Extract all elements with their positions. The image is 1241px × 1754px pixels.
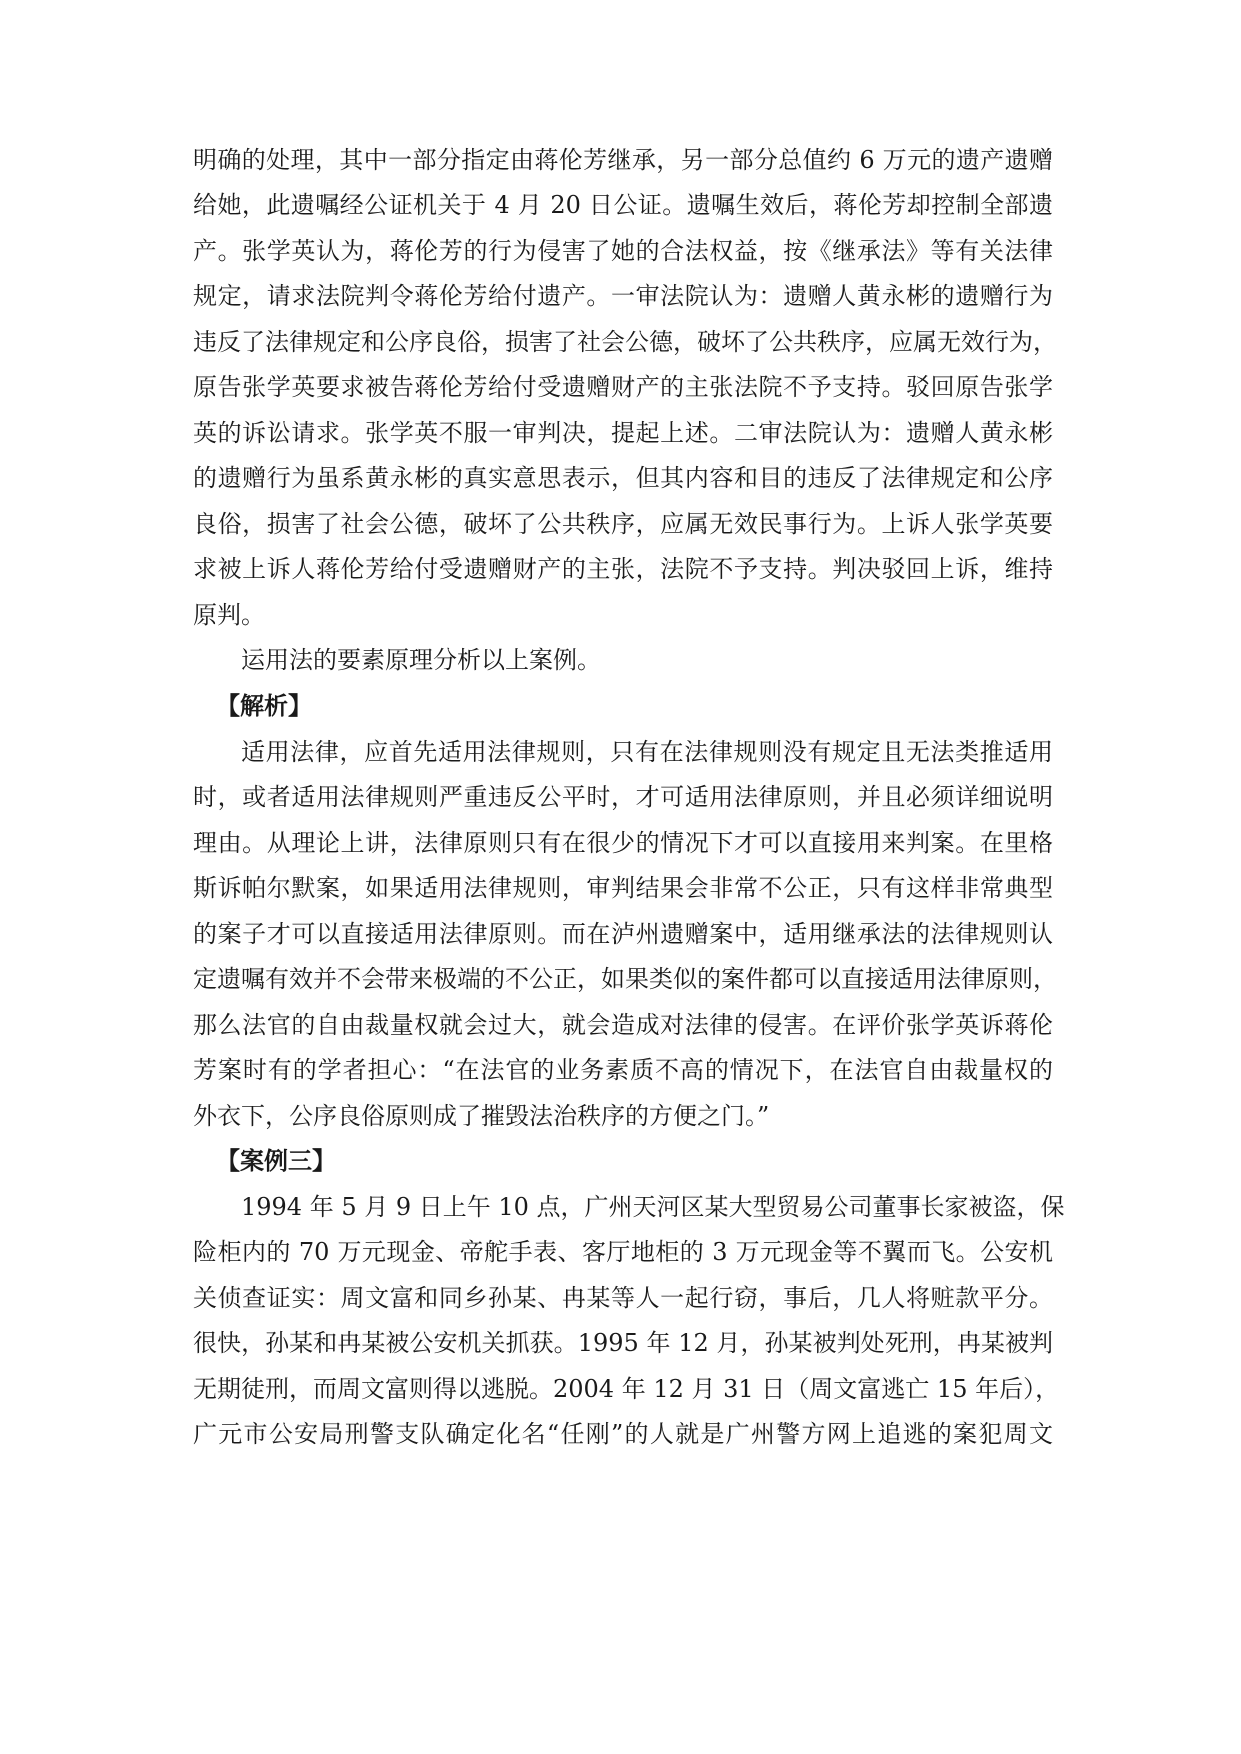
paragraph-line: 原判。: [193, 601, 265, 629]
paragraph-line: 英的诉讼请求。张学英不服一审判决，提起上述。二审法院认为：遗赠人黄永彬: [193, 419, 1053, 447]
paragraph-line: 关侦查证实：周文富和同乡孙某、冉某等人一起行窃，事后，几人将赃款平分。: [193, 1284, 1053, 1312]
paragraph-line: 斯诉帕尔默案，如果适用法律规则，审判结果会非常不公正，只有这样非常典型: [193, 874, 1053, 902]
paragraph-line: 1994 年 5 月 9 日上午 10 点，广州天河区某大型贸易公司董事长家被盗，保: [241, 1193, 1065, 1221]
paragraph-line: 规定，请求法院判令蒋伦芳给付遗产。一审法院认为：遗赠人黄永彬的遗赠行为: [193, 282, 1053, 310]
paragraph-line: 求被上诉人蒋伦芳给付受遗赠财产的主张，法院不予支持。判决驳回上诉，维持: [193, 555, 1053, 583]
paragraph-line: 明确的处理，其中一部分指定由蒋伦芳继承，另一部分总值约 6 万元的遗产遗赠: [193, 146, 1053, 174]
question-prompt: 运用法的要素原理分析以上案例。: [241, 646, 601, 674]
paragraph-line: 时，或者适用法律规则严重违反公平时，才可适用法律原则，并且必须详细说明: [193, 783, 1053, 811]
paragraph-line: 产。张学英认为，蒋伦芳的行为侵害了她的合法权益，按《继承法》等有关法律: [193, 237, 1053, 265]
paragraph-line: 适用法律，应首先适用法律规则，只有在法律规则没有规定且无法类推适用: [241, 738, 1053, 766]
paragraph-line: 的案子才可以直接适用法律原则。而在泸州遗赠案中，适用继承法的法律规则认: [193, 920, 1053, 948]
section-heading-analysis: 【解析】: [216, 692, 312, 720]
paragraph-line: 险柜内的 70 万元现金、帝舵手表、客厅地柜的 3 万元现金等不翼而飞。公安机: [193, 1238, 1053, 1266]
paragraph-line: 外衣下，公序良俗原则成了摧毁法治秩序的方便之门。”: [193, 1102, 770, 1130]
paragraph-line: 很快，孙某和冉某被公安机关抓获。1995 年 12 月，孙某被判处死刑，冉某被判: [193, 1329, 1053, 1357]
paragraph-line: 给她，此遗嘱经公证机关于 4 月 20 日公证。遗嘱生效后，蒋伦芳却控制全部遗: [193, 191, 1053, 219]
paragraph-line: 理由。从理论上讲，法律原则只有在很少的情况下才可以直接用来判案。在里格: [193, 829, 1053, 857]
paragraph-line: 定遗嘱有效并不会带来极端的不公正，如果类似的案件都可以直接适用法律原则，: [193, 965, 1057, 993]
paragraph-line: 违反了法律规定和公序良俗，损害了社会公德，破坏了公共秩序，应属无效行为，: [193, 328, 1057, 356]
section-heading-case-three: 【案例三】: [216, 1147, 336, 1175]
paragraph-line: 原告张学英要求被告蒋伦芳给付受遗赠财产的主张法院不予支持。驳回原告张学: [193, 373, 1053, 401]
paragraph-line: 无期徒刑，而周文富则得以逃脱。2004 年 12 月 31 日（周文富逃亡 15 年后），: [193, 1375, 1060, 1403]
paragraph-line: 广元市公安局刑警支队确定化名“任刚”的人就是广州警方网上追逃的案犯周文: [193, 1420, 1053, 1448]
paragraph-line: 那么法官的自由裁量权就会过大，就会造成对法律的侵害。在评价张学英诉蒋伦: [193, 1011, 1053, 1039]
paragraph-line: 良俗，损害了社会公德，破坏了公共秩序，应属无效民事行为。上诉人张学英要: [193, 510, 1053, 538]
paragraph-line: 芳案时有的学者担心：“在法官的业务素质不高的情况下，在法官自由裁量权的: [193, 1056, 1053, 1084]
paragraph-line: 的遗赠行为虽系黄永彬的真实意思表示，但其内容和目的违反了法律规定和公序: [193, 464, 1053, 492]
